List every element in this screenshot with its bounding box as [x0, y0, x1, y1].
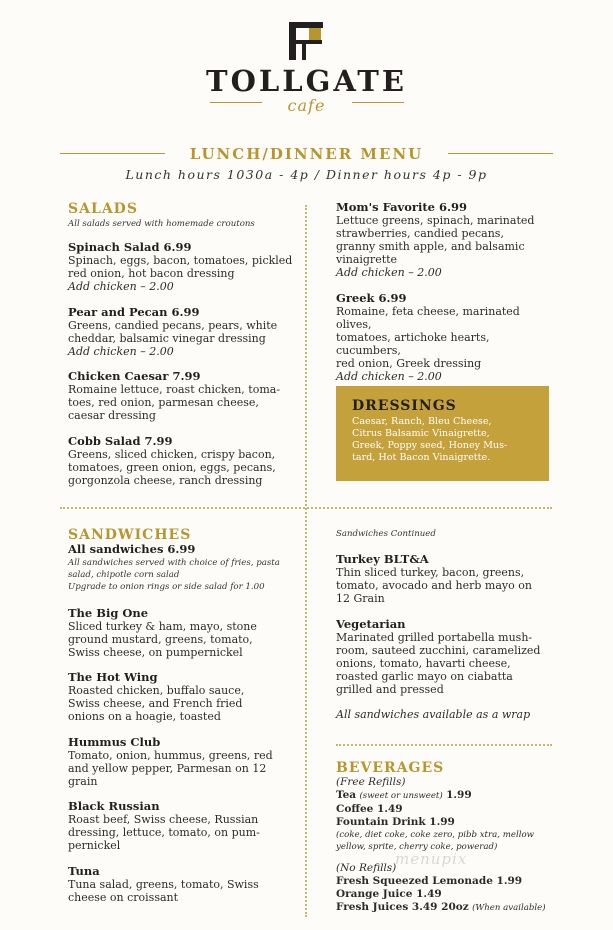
sandwiches-note: All sandwiches served with choice of fries, pasta salad, chipotle corn salad Upgrade to onion rings or side salad for 1.00 [68, 558, 280, 592]
salads-title: SALADS [68, 201, 138, 217]
beverages-title: BEVERAGES [336, 760, 445, 776]
sandwiches-subtitle: All sandwiches 6.99 [68, 542, 196, 556]
menu-item: Black Russian Roast beef, Swiss cheese, Russian dressing, lettuce, tomato, on pum- pernickel [68, 799, 260, 852]
brand-name: TOLLGATE [206, 64, 407, 98]
dressings-title: DRESSINGS [352, 398, 457, 414]
menu-item: Greek 6.99 Romaine, feta cheese, marinated olives, tomatoes, artichoke hearts, cucumbers, red onion, Greek dressing Add chicken – 2.00 [336, 291, 520, 383]
column-divider [305, 205, 307, 917]
sandwiches-title: SANDWICHES [68, 527, 192, 543]
watermark: menupix [395, 850, 468, 868]
menu-item: Hummus Club Tomato, onion, hummus, greens, red and yellow pepper, Parmesan on 12 grain [68, 735, 273, 788]
sandwiches-continued: Sandwiches Continued [336, 529, 436, 539]
beverages-list: (Free Refills) Tea (sweet or unsweet) 1.99 Coffee 1.49 Fountain Drink 1.99 (coke, diet coke, coke zero, pibb xtra, mellow yellow, sprite, cherry coke, powerad) (No Refills) Fresh Squeezed Lemonade 1.99 Orange Juice 1.49 Fresh Juices 3.49 20oz (When available) [336, 776, 546, 913]
menu-item: The Big One Sliced turkey & ham, mayo, stone ground mustard, greens, tomato, Swiss cheese, on pumpernickel [68, 606, 257, 659]
brand-subtitle: cafe [287, 96, 326, 115]
hours-line: Lunch hours 1030a - 4p / Dinner hours 4p - 9p [125, 167, 488, 182]
wrap-note: All sandwiches available as a wrap [336, 708, 531, 721]
menu-item: Tuna Tuna salad, greens, tomato, Swiss cheese on croissant [68, 864, 259, 904]
menu-item: Turkey BLT&A Thin sliced turkey, bacon, greens, tomato, avocado and herb mayo on 12 Grain [336, 552, 532, 605]
menu-item: The Hot Wing Roasted chicken, buffalo sauce, Swiss cheese, and French fried onions on a hoagie, toasted [68, 670, 245, 723]
dressings-box [336, 386, 549, 481]
dressings-list: Caesar, Ranch, Bleu Cheese, Citrus Balsamic Vinaigrette, Greek, Poppy seed, Honey Mus- tard, Hot Bacon Vinaigrette. [352, 416, 508, 463]
menu-title: LUNCH/DINNER MENU [189, 145, 424, 163]
beverage-divider [336, 744, 552, 746]
menu-item: Spinach Salad 6.99 Spinach, eggs, bacon, tomatoes, pickled red onion, hot bacon dressing Add chicken – 2.00 [68, 240, 293, 293]
menu-item: Chicken Caesar 7.99 Romaine lettuce, roast chicken, toma- toes, red onion, parmesan cheese, caesar dressing [68, 369, 281, 422]
menu-item: Pear and Pecan 6.99 Greens, candied pecans, pears, white cheddar, balsamic vinegar dressing Add chicken – 2.00 [68, 305, 278, 358]
menu-item: Vegetarian Marinated grilled portabella mush- room, sauteed zucchini, caramelized onions, tomato, havarti cheese, roasted garlic mayo on ciabatta grilled and pressed [336, 617, 541, 696]
section-divider [60, 507, 552, 509]
menu-item: Cobb Salad 7.99 Greens, sliced chicken, crispy bacon, tomatoes, green onion, eggs, pecans, gorgonzola cheese, ranch dressing [68, 434, 276, 487]
salads-note: All salads served with homemade croutons [68, 219, 255, 229]
menu-item: Mom's Favorite 6.99 Lettuce greens, spinach, marinated strawberries, candied pecans, granny smith apple, and balsamic vinaigrette Add chicken – 2.00 [336, 200, 535, 279]
tollgate-logo-icon [287, 20, 327, 62]
